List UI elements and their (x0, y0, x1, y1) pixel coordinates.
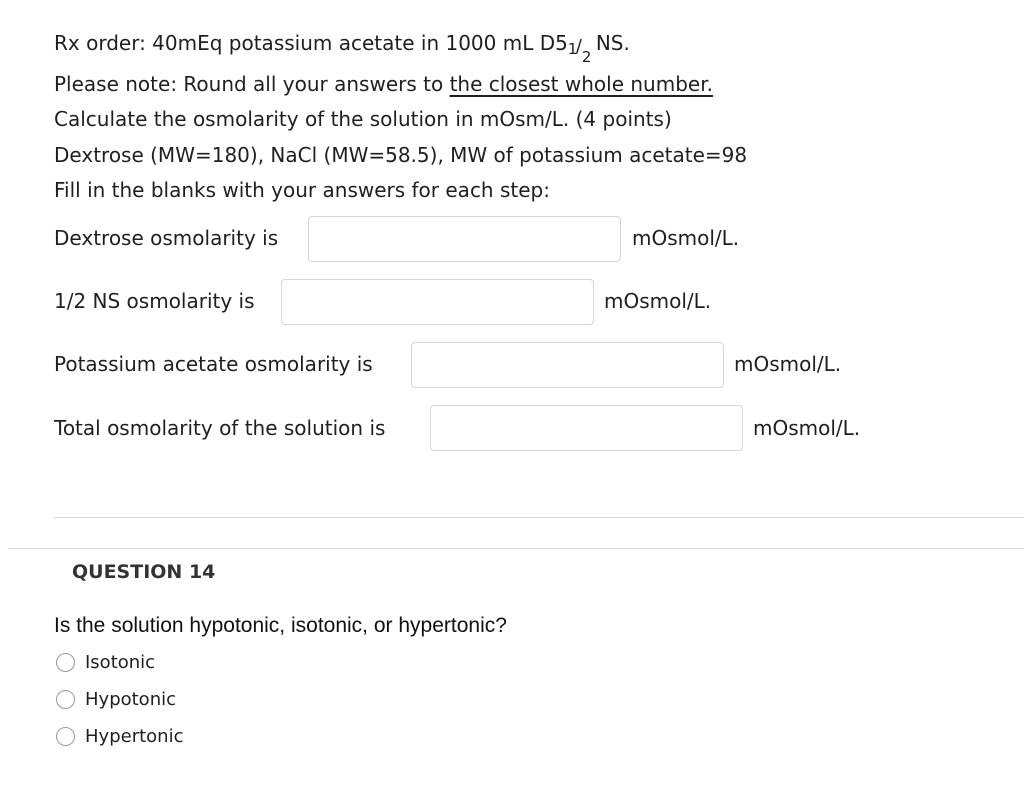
half-fraction (567, 30, 592, 66)
radio-hypotonic[interactable] (56, 690, 75, 709)
rounding-note-text: Please note: Round all your answers to (54, 72, 450, 96)
total-osmolarity-input[interactable] (430, 405, 743, 451)
fraction-slash: / (575, 36, 582, 57)
potassium-acetate-label: Potassium acetate osmolarity is (54, 352, 373, 376)
instruction-calc: Calculate the osmolarity of the solution in mOsm/L. (4 points) (54, 107, 672, 131)
total-osmolarity-label: Total osmolarity of the solution is (54, 416, 386, 440)
rx-order-suffix: NS. (595, 31, 630, 55)
rx-order-line (54, 30, 630, 66)
question-prompt: Is the solution hypotonic, isotonic, or hypertonic? (54, 614, 507, 637)
option-isotonic-label: Isotonic (85, 652, 156, 673)
half-ns-unit: mOsmol/L. (604, 289, 712, 313)
potassium-acetate-unit: mOsmol/L. (734, 352, 842, 376)
rounding-note (54, 71, 713, 97)
question-title: QUESTION 14 (72, 561, 216, 583)
half-ns-osmolarity-input[interactable] (281, 279, 594, 325)
option-isotonic[interactable] (56, 652, 155, 673)
option-hypotonic[interactable] (56, 689, 176, 710)
potassium-acetate-osmolarity-input[interactable] (411, 342, 724, 388)
radio-hypertonic[interactable] (56, 727, 75, 746)
fill-instruction: Fill in the blanks with your answers for each step: (54, 178, 550, 202)
half-ns-label: 1/2 NS osmolarity is (54, 289, 255, 313)
option-hypertonic[interactable] (56, 726, 183, 747)
rounding-note-emphasis: the closest whole number. (449, 72, 713, 96)
fraction-numerator: 1 (567, 40, 578, 58)
dextrose-osmolarity-input[interactable] (308, 216, 621, 262)
dextrose-unit: mOsmol/L. (632, 226, 740, 250)
option-hypertonic-label: Hypertonic (85, 726, 184, 747)
rx-order-text: Rx order: 40mEq potassium acetate in 1000 mL D5 (54, 31, 568, 55)
divider-bottom (8, 548, 1024, 549)
option-hypotonic-label: Hypotonic (85, 689, 177, 710)
molecular-weights: Dextrose (MW=180), NaCl (MW=58.5), MW of potassium acetate=98 (54, 143, 748, 167)
divider-top (54, 517, 1024, 518)
fraction-denominator: 2 (581, 48, 592, 66)
total-osmolarity-unit: mOsmol/L. (753, 416, 861, 440)
dextrose-label: Dextrose osmolarity is (54, 226, 279, 250)
radio-isotonic[interactable] (56, 653, 75, 672)
